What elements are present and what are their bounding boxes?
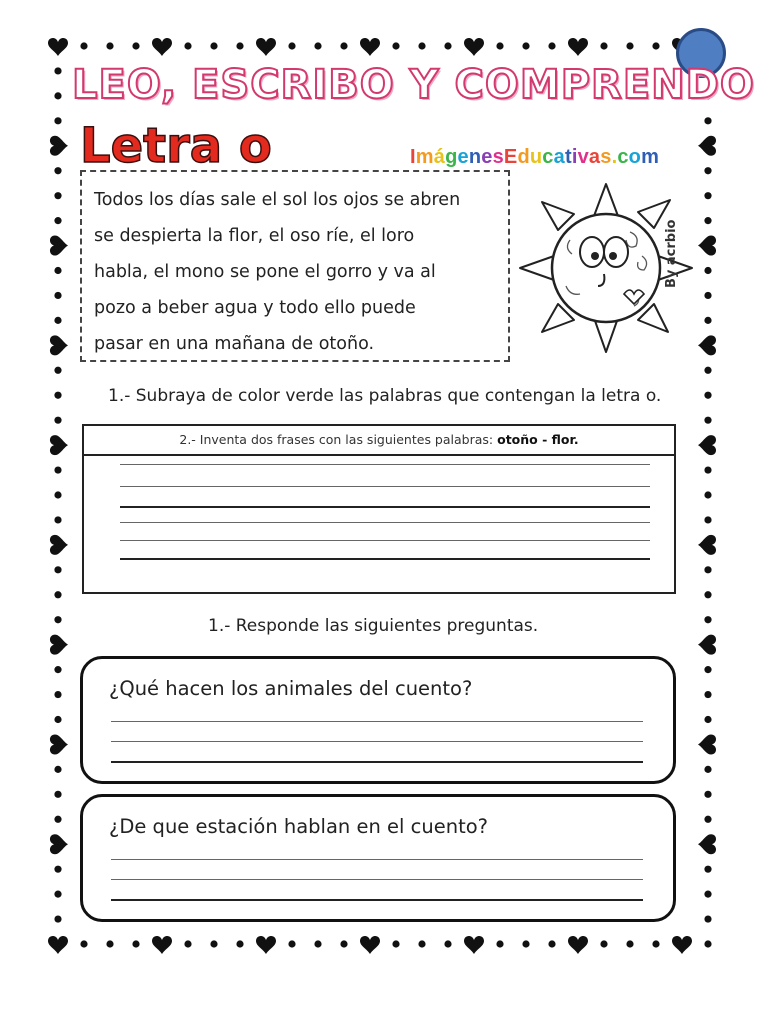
border-dot — [184, 940, 191, 947]
answer-line[interactable] — [111, 879, 643, 880]
border-dot — [54, 891, 61, 898]
border-dot — [392, 42, 399, 49]
writing-line[interactable] — [120, 558, 650, 560]
border-heart — [50, 136, 68, 156]
border-dot — [132, 940, 139, 947]
writing-line[interactable] — [120, 464, 650, 465]
page-title: LEO, ESCRIBO Y COMPRENDO — [72, 62, 755, 108]
story-line: se despierta la flor, el oso ríe, el loro — [94, 226, 415, 246]
border-dot — [704, 167, 711, 174]
border-dot — [54, 816, 61, 823]
question-box-1 — [80, 656, 676, 784]
border-heart — [256, 38, 276, 56]
story-box — [80, 170, 510, 362]
border-dot — [54, 666, 61, 673]
border-heart — [698, 734, 716, 754]
brand-watermark: ImágenesEducativas.com — [410, 146, 660, 168]
border-dot — [444, 940, 451, 947]
border-dot — [704, 891, 711, 898]
border-heart — [50, 834, 68, 854]
border-dot — [54, 367, 61, 374]
border-dot — [236, 42, 243, 49]
border-dot — [54, 866, 61, 873]
border-dot — [704, 417, 711, 424]
border-dot — [80, 42, 87, 49]
border-dot — [314, 940, 321, 947]
border-heart — [360, 38, 380, 56]
border-dot — [54, 417, 61, 424]
border-heart — [360, 936, 380, 954]
border-heart — [698, 136, 716, 156]
border-dot — [704, 217, 711, 224]
writing-line[interactable] — [120, 540, 650, 541]
border-dot — [54, 67, 61, 74]
border-dot — [54, 167, 61, 174]
question-box-2 — [80, 794, 676, 922]
border-dot — [54, 317, 61, 324]
border-dot — [54, 92, 61, 99]
question-text: ¿De que estación hablan en el cuento? — [109, 815, 489, 838]
border-dot — [548, 42, 555, 49]
border-dot — [626, 940, 633, 947]
answer-line[interactable] — [111, 761, 643, 763]
answer-line[interactable] — [111, 741, 643, 742]
border-dot — [652, 940, 659, 947]
border-dot — [392, 940, 399, 947]
border-heart — [50, 734, 68, 754]
answer-line[interactable] — [111, 859, 643, 860]
writing-line[interactable] — [120, 486, 650, 487]
border-dot — [106, 940, 113, 947]
border-dot — [54, 716, 61, 723]
border-dot — [626, 42, 633, 49]
border-dot — [704, 866, 711, 873]
border-dot — [704, 267, 711, 274]
border-heart — [50, 435, 68, 455]
border-dot — [314, 42, 321, 49]
writing-line[interactable] — [120, 506, 650, 508]
border-dot — [704, 716, 711, 723]
border-dot — [522, 940, 529, 947]
border-heart — [48, 38, 68, 56]
border-dot — [704, 691, 711, 698]
border-dot — [548, 940, 555, 947]
border-heart — [698, 635, 716, 655]
border-dot — [418, 42, 425, 49]
border-heart — [698, 535, 716, 555]
border-dot — [704, 666, 711, 673]
border-dot — [704, 791, 711, 798]
border-heart — [50, 635, 68, 655]
border-heart — [698, 435, 716, 455]
border-heart — [48, 936, 68, 954]
border-dot — [496, 42, 503, 49]
border-dot — [704, 915, 711, 922]
border-dot — [184, 42, 191, 49]
border-dot — [522, 42, 529, 49]
border-heart — [698, 834, 716, 854]
border-heart — [50, 335, 68, 355]
border-heart — [568, 936, 588, 954]
border-dot — [54, 566, 61, 573]
border-dot — [54, 691, 61, 698]
border-dot — [704, 117, 711, 124]
border-dot — [210, 42, 217, 49]
border-dot — [704, 192, 711, 199]
exercise-1-instruction: 1.- Subraya de color verde las palabras que contengan la letra o. — [108, 386, 662, 406]
border-dot — [236, 940, 243, 947]
border-dot — [106, 42, 113, 49]
illustration-credit: By acrbio — [664, 219, 679, 288]
exercise-2-box — [82, 424, 676, 594]
writing-line[interactable] — [120, 522, 650, 523]
border-dot — [54, 915, 61, 922]
border-dot — [288, 940, 295, 947]
border-dot — [496, 940, 503, 947]
border-heart — [568, 38, 588, 56]
border-heart — [698, 335, 716, 355]
border-dot — [704, 292, 711, 299]
border-dot — [704, 466, 711, 473]
border-dot — [704, 317, 711, 324]
border-heart — [464, 38, 484, 56]
border-dot — [288, 42, 295, 49]
border-dot — [600, 42, 607, 49]
border-dot — [54, 466, 61, 473]
border-heart — [672, 936, 692, 954]
answer-line[interactable] — [111, 721, 643, 722]
border-dot — [54, 267, 61, 274]
border-dot — [54, 217, 61, 224]
border-dot — [54, 192, 61, 199]
story-line: habla, el mono se pone el gorro y va al — [94, 262, 436, 282]
border-dot — [444, 42, 451, 49]
border-dot — [54, 516, 61, 523]
border-dot — [54, 292, 61, 299]
border-dot — [80, 940, 87, 947]
border-dot — [54, 616, 61, 623]
border-heart — [256, 936, 276, 954]
border-heart — [50, 236, 68, 256]
border-dot — [704, 766, 711, 773]
border-dot — [704, 516, 711, 523]
story-line: pasar en una mañana de otoño. — [94, 334, 375, 354]
border-heart — [152, 38, 172, 56]
border-dot — [54, 392, 61, 399]
border-heart — [698, 236, 716, 256]
exercise-2-prefix: 2.- Inventa dos frases con las siguientes palabras: — [179, 432, 494, 447]
border-dot — [704, 591, 711, 598]
border-heart — [50, 535, 68, 555]
border-dot — [418, 940, 425, 947]
border-dot — [704, 367, 711, 374]
exercise-2-words: otoño - flor. — [497, 432, 579, 447]
page-subtitle: Letra o — [80, 118, 272, 174]
border-dot — [54, 766, 61, 773]
border-dot — [54, 591, 61, 598]
border-dot — [132, 42, 139, 49]
border-dot — [54, 117, 61, 124]
story-line: Todos los días sale el sol los ojos se abren — [94, 190, 461, 210]
story-line: pozo a beber agua y todo ello puede — [94, 298, 416, 318]
border-dot — [704, 392, 711, 399]
border-dot — [704, 566, 711, 573]
answer-line[interactable] — [111, 899, 643, 901]
border-dot — [340, 940, 347, 947]
border-dot — [704, 940, 711, 947]
question-text: ¿Qué hacen los animales del cuento? — [109, 677, 473, 700]
border-heart — [464, 936, 484, 954]
border-dot — [704, 616, 711, 623]
border-heart — [152, 936, 172, 954]
border-dot — [704, 491, 711, 498]
border-dot — [704, 816, 711, 823]
border-dot — [54, 791, 61, 798]
border-dot — [600, 940, 607, 947]
border-dot — [340, 42, 347, 49]
border-dot — [652, 42, 659, 49]
exercise-3-instruction: 1.- Responde las siguientes preguntas. — [208, 616, 539, 636]
border-dot — [54, 491, 61, 498]
exercise-2-instruction — [84, 426, 674, 456]
border-dot — [210, 940, 217, 947]
